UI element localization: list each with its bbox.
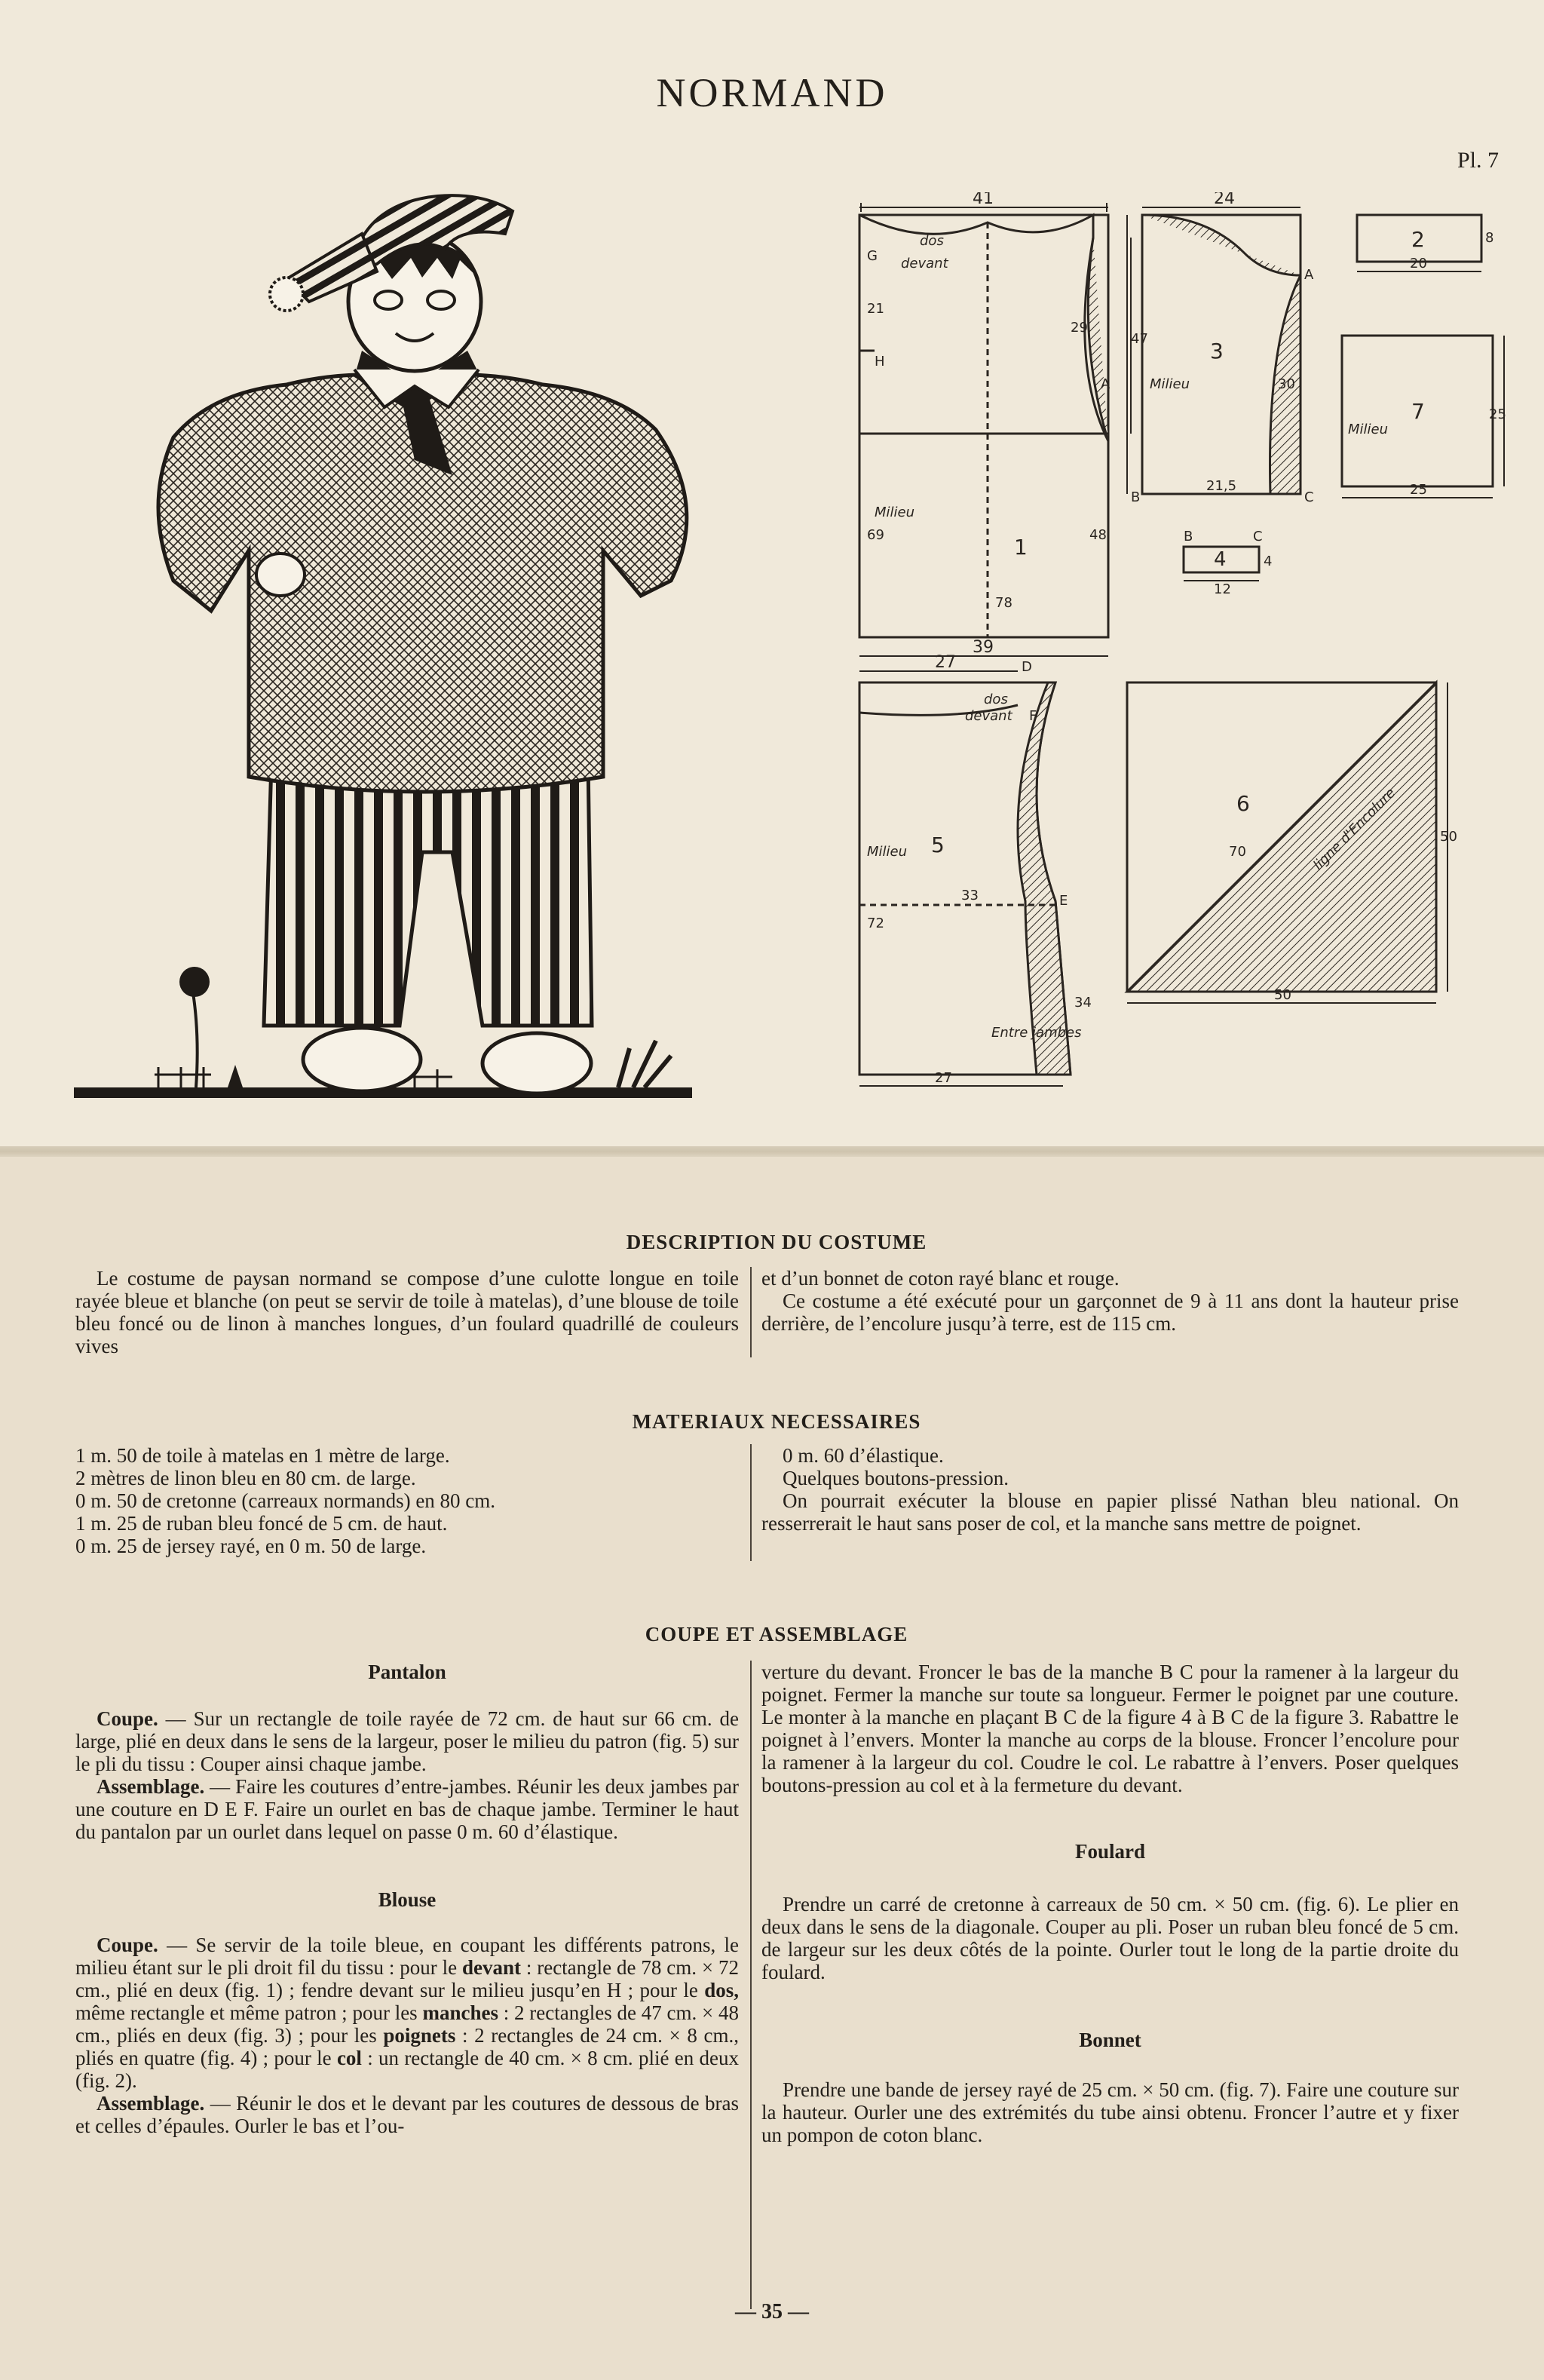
foulard-title: Foulard (1074, 1840, 1145, 1863)
blouse-assemblage-label: Assemblage. (96, 2092, 205, 2115)
fig5-number: 5 (931, 833, 945, 857)
description-title: DESCRIPTION DU COSTUME (626, 1231, 927, 1253)
blouse-assemblage (75, 2092, 739, 2137)
fig3-left-dim: 47 (1131, 331, 1148, 347)
fig6-diag-dim: 70 (1229, 844, 1246, 860)
materials-note: On pourrait exécuter la blouse en papier plissé Nathan bleu national. On resserrerait le haut sans poser de col, et la manche sans mettre de poignet. (761, 1489, 1459, 1535)
text-area (68, 1154, 1485, 2380)
blouse-coupe-label: Coupe. (96, 1934, 158, 1956)
fig1-right-dim: 29 (1071, 320, 1088, 336)
figure-1-bodice (859, 203, 1131, 656)
blouse-poignets-term: poignets (383, 2024, 456, 2047)
pompon (270, 278, 303, 311)
fig6-bottom-dim: 50 (1274, 987, 1291, 1003)
fig1-number: 1 (1014, 535, 1028, 560)
description-right-text: Ce costume a été exécuté pour un garçonnet de 9 à 11 ans dont la hauteur prise derrière, de l’encolure jusqu’à terre, est de 115 cm. (761, 1290, 1459, 1335)
pantalon-coupe (75, 1707, 739, 1775)
fig1-left-dim: 21 (867, 301, 884, 317)
striped-trousers (264, 762, 592, 1026)
fig1-center-dim: 78 (995, 595, 1012, 611)
material-item: 0 m. 50 de cretonne (carreaux normands) en 80 cm. (75, 1489, 496, 1512)
fig3-b-label: B (1131, 489, 1141, 505)
column-divider (750, 1444, 752, 1561)
materials-title: MATERIAUX NECESSAIRES (632, 1410, 921, 1433)
fig5-entre-jambes-label: Entre jambes (991, 1025, 1082, 1041)
costume-illustration (60, 189, 754, 1116)
pantalon-assemblage-text: — Faire les coutures d’entre-jambes. Réunir les deux jambes par une couture en D E F. Faire un ourlet en bas de chaque jambe. Terminer le haut du pantalon par un ourlet dans lequel on passe 0 m. 60 d’élastique. (75, 1775, 739, 1843)
fig1-h-label: H (875, 354, 885, 370)
blouse-dos-term: dos, (704, 1979, 739, 2001)
material-item: 0 m. 25 de jersey rayé, en 0 m. 50 de large. (75, 1535, 427, 1557)
plate-title: NORMAND (656, 70, 888, 115)
materials-right (761, 1444, 1459, 1535)
fig7-number: 7 (1411, 399, 1425, 424)
blouse-coupe-text: — Se servir de la toile bleue, en coupant les différents patrons, le milieu étant sur le pli droit fil du tissu : pour le (75, 1934, 739, 1979)
fig5-d-label: D (1022, 659, 1032, 675)
description-left (75, 1267, 739, 1357)
blouse-coupe-text: : un rectangle de 40 cm. × 8 cm. plié en deux (fig. 2). (75, 2047, 739, 2092)
fig6-right-dim: 50 (1440, 829, 1457, 845)
fig3-milieu-label: Milieu (1150, 376, 1190, 392)
fig4-b-label: B (1184, 529, 1193, 544)
fig1-top-dim: 41 (973, 192, 994, 208)
figure-5-trousers (859, 671, 1071, 1086)
fig5-dos-label: dos (984, 692, 1008, 707)
figure-6-scarf (1127, 682, 1448, 1003)
material-item: 0 m. 60 d’élastique. (783, 1444, 944, 1467)
material-item: 1 m. 50 de toile à matelas en 1 mètre de large. (75, 1444, 450, 1467)
fig5-left-dim: 72 (867, 916, 884, 931)
description-right (761, 1267, 1459, 1335)
foulard-text: Prendre un carré de cretonne à carreaux de 50 cm. × 50 cm. (fig. 6). Le plier en deux dans le sens de la diagonale. Couper au pli. Poser un ruban bleu foncé de 5 cm. de largeur sur les deux côtés de la pointe. Ourler tout le long de la partie droite du foulard. (761, 1893, 1459, 1983)
fig1-devant-label: devant (901, 256, 948, 271)
plate-number: Pl. 7 (1457, 148, 1499, 173)
blouse-title: Blouse (378, 1888, 437, 1911)
fig4-number: 4 (1214, 548, 1227, 571)
fig1-left-low-dim: 69 (867, 527, 884, 543)
fig6-encolure-label: ligne d'Encolure (1310, 785, 1399, 874)
fig4-right-dim: 4 (1264, 554, 1273, 569)
fig5-e-label: E (1059, 893, 1068, 909)
fig1-dos-label: dos (920, 233, 944, 249)
fig2-right-dim: 8 (1485, 230, 1494, 246)
coupe-left-column (75, 1661, 739, 2137)
fig3-a-label: A (1304, 267, 1314, 283)
flower (179, 967, 671, 1087)
pantalon-coupe-text: — Sur un rectangle de toile rayée de 72 cm. de haut sur 66 cm. de large, plié en deux dans le sens de la largeur, poser le milieu du patron (fig. 5) sur le pli du tissu : Couper ainsi chaque jambe. (75, 1707, 739, 1775)
fig1-milieu-label: Milieu (875, 505, 915, 520)
fig6-number: 6 (1236, 791, 1250, 816)
fig1-bottom-dim: 39 (973, 638, 994, 657)
blouse-assemblage-continued: verture du devant. Froncer le bas de la manche B C pour la ramener à la largeur du poignet. Fermer la manche sur toute sa longueur. Fermer le poignet par une couture. Le monter à la manche en plaçant B C de la figure 4 à B C de la figure 3. Rabattre le poignet à l’envers. Monter la manche au corps de la blouse. Froncer l’encolure pour la ramener à la largeur du col. Coudre le col. Le rabattre à l’envers. Poser quelques boutons-pression au col et à la fermeture du devant. (761, 1661, 1459, 1796)
pantalon-assemblage-label: Assemblage. (96, 1775, 205, 1798)
pantalon-title: Pantalon (368, 1661, 446, 1683)
blouse-coupe-text: : rectangle de 78 cm. × 72 cm., plié en deux (fig. 1) ; fendre devant sur le milieu jusqu’en H ; pour le (75, 1956, 739, 2001)
column-divider (750, 1267, 752, 1357)
right-clog (482, 1033, 591, 1093)
pattern-diagrams (844, 192, 1523, 1120)
fig2-bottom-dim: 20 (1410, 256, 1427, 271)
fig7-milieu-label: Milieu (1348, 422, 1389, 437)
fig3-number: 3 (1210, 339, 1224, 363)
fig5-top-dim: 27 (935, 653, 956, 672)
coupe-right-column (761, 1661, 1459, 2146)
fig7-right-dim: 25 (1489, 406, 1506, 422)
fig5-mid-dim: 33 (961, 888, 979, 903)
fig3-bottom-dim: 21,5 (1206, 478, 1237, 494)
page-number: — 35 — (735, 2300, 809, 2323)
materials-left (75, 1444, 739, 1557)
fig5-f-label: F (1029, 708, 1037, 724)
fig5-right-dim: 34 (1074, 995, 1092, 1011)
fig3-c-label: C (1304, 489, 1314, 505)
description-left-text: Le costume de paysan normand se compose d’une culotte longue en toile rayée bleue et blanche (on peut se servir de toile à matelas), d’une blouse de toile bleu foncé ou de linon à manches longues, d’un foulard quadrillé de couleurs vives (75, 1267, 739, 1357)
left-fist (256, 554, 305, 596)
coupe-title: COUPE ET ASSEMBLAGE (645, 1623, 908, 1645)
fig1-a-label: A (1101, 376, 1111, 392)
blouse-assemblage-text: — Réunir le dos et le devant par les coutures de dessous de bras et celles d’épaules. Ourler le bas et l’ou- (75, 2092, 739, 2137)
fig3-top-dim: 24 (1214, 192, 1235, 208)
plate (0, 0, 1544, 1150)
blouse-manches-term: manches (422, 2001, 498, 2024)
material-item: 2 mètres de linon bleu en 80 cm. de large. (75, 1467, 416, 1489)
pantalon-assemblage (75, 1775, 739, 1843)
column-divider (750, 1661, 752, 2309)
fig3-right-dim: 30 (1278, 376, 1295, 392)
fig4-bottom-dim: 12 (1214, 581, 1231, 597)
description-right-line: et d’un bonnet de coton rayé blanc et rouge. (761, 1267, 1120, 1290)
blouse-coupe-text: : 2 rectangles de 47 cm. × 48 cm., pliés en deux (fig. 3) ; pour les (75, 2001, 739, 2047)
material-item: 1 m. 25 de ruban bleu foncé de 5 cm. de haut. (75, 1512, 448, 1535)
fig5-devant-label: devant (965, 708, 1012, 724)
bonnet-text: Prendre une bande de jersey rayé de 25 cm. × 50 cm. (fig. 7). Faire une couture sur la hauteur. Ourler une des extrémités du tube ainsi obtenu. Froncer l’autre et y fixer un pompon de coton blanc. (761, 2078, 1459, 2146)
blouse-col-term: col (336, 2047, 362, 2069)
pantalon-coupe-label: Coupe. (96, 1707, 158, 1730)
fig5-bottom-dim: 27 (935, 1070, 952, 1086)
blouse-coupe (75, 1934, 739, 2092)
fig1-g-label: G (867, 248, 878, 264)
material-item: Quelques boutons-pression. (783, 1467, 1009, 1489)
fig7-bottom-dim: 25 (1410, 482, 1427, 498)
fig2-number: 2 (1411, 227, 1425, 252)
bonnet-title: Bonnet (1079, 2029, 1141, 2051)
blouse-devant-term: devant (461, 1956, 521, 1979)
blouse-coupe-text: même rectangle et même patron ; pour les (75, 2001, 423, 2024)
blouse-coupe-text: : 2 rectangles de 24 cm. × 8 cm., pliés en quatre (fig. 4) ; pour le (75, 2024, 739, 2069)
fig5-milieu-label: Milieu (867, 844, 908, 860)
fig1-right-low-dim: 48 (1089, 527, 1107, 543)
fig4-c-label: C (1253, 529, 1263, 544)
left-clog (303, 1028, 421, 1091)
